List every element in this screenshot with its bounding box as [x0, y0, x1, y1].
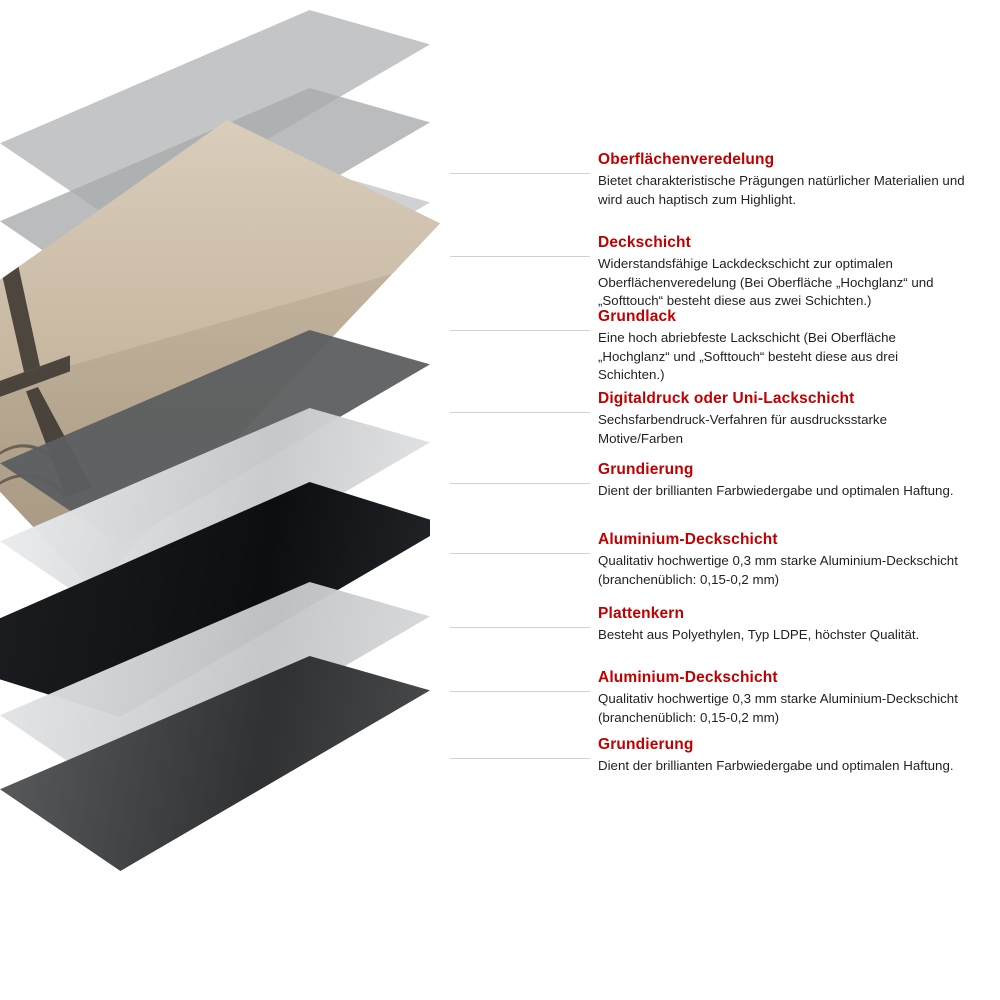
leader-line — [450, 483, 590, 484]
leader-line — [450, 256, 590, 257]
leader-line — [450, 173, 590, 174]
callout-title: Oberflächenveredelung — [598, 151, 775, 168]
callout-title: Grundlack — [598, 308, 677, 325]
callout-description: Qualitativ hochwertige 0,3 mm starke Aluminium-Deckschicht (branchenüblich: 0,15-0,2 mm) — [598, 553, 958, 587]
leader-line — [450, 553, 590, 554]
callout-description: Dient der brillianten Farbwiedergabe und optimalen Haftung. — [598, 758, 954, 773]
leader-line — [450, 691, 590, 692]
callout-description: Eine hoch abriebfeste Lackschicht (Bei Oberfläche „Hochglanz“ und „Softtouch“ besteht diese aus drei Schichten.) — [598, 330, 899, 382]
callout-description: Besteht aus Polyethylen, Typ LDPE, höchster Qualität. — [598, 627, 920, 642]
callout-description: Qualitativ hochwertige 0,3 mm starke Aluminium-Deckschicht (branchenüblich: 0,15-0,2 mm) — [598, 691, 958, 725]
callout-title: Grundierung — [598, 736, 694, 753]
leader-line — [450, 758, 590, 759]
leader-line — [450, 412, 590, 413]
callout-description: Widerstandsfähige Lackdeckschicht zur optimalen Oberflächenveredelung (Bei Oberfläche „Hochglanz“ und „Softtouch“ besteht diese aus zwei Schichten.) — [598, 256, 934, 308]
callout-title: Grundierung — [598, 461, 694, 478]
callout-title: Plattenkern — [598, 605, 685, 622]
leader-line — [450, 627, 590, 628]
leader-line — [450, 330, 590, 331]
callout-description: Bietet charakteristische Prägungen natürlicher Materialien und wird auch haptisch zum Highlight. — [598, 173, 965, 207]
callout-title: Aluminium-Deckschicht — [598, 531, 778, 548]
callout-title: Digitaldruck oder Uni-Lackschicht — [598, 390, 855, 407]
callout-description: Sechsfarbendruck-Verfahren für ausdrucksstarke Motive/Farben — [598, 412, 887, 446]
callout-title: Aluminium-Deckschicht — [598, 669, 778, 686]
callout-description: Dient der brillianten Farbwiedergabe und optimalen Haftung. — [598, 483, 954, 498]
callout-title: Deckschicht — [598, 234, 691, 251]
